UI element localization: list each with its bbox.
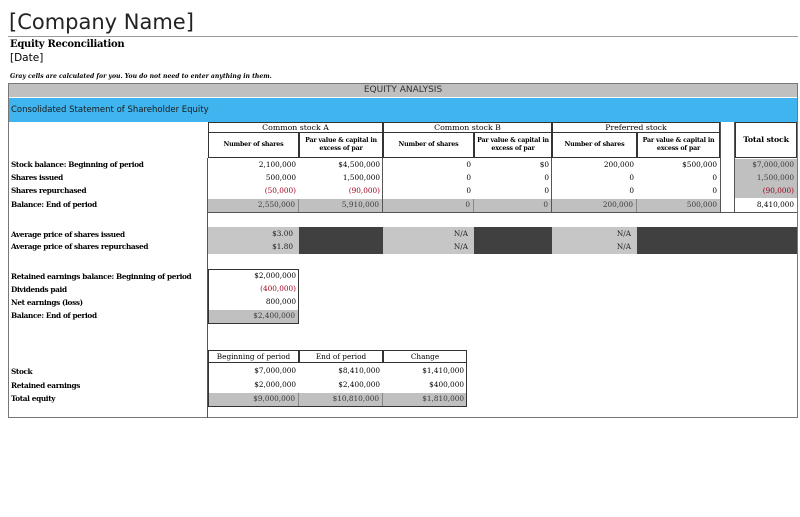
cell-calculated: $2,400,000 [209,310,298,323]
grid-line [207,158,208,418]
gray-cells-note: Gray cells are calculated for you. You do not need to enter anything in them. [10,73,272,80]
row-label-avg-price-repurchased: Average price of shares repurchased [11,242,149,251]
cell-value[interactable]: $500,000 [682,160,717,169]
cell-avg-price: $3.00 [272,229,293,238]
column-header: Number of shares [552,132,637,158]
cell-value[interactable]: 0 [629,186,634,195]
group-header-preferred: Preferred stock [552,122,720,133]
cell-calculated: 5,910,000 [299,199,383,212]
cell-value[interactable]: $4,500,000 [338,160,380,169]
row-label-retained-earnings: Retained earnings [11,381,81,390]
cell-value[interactable]: 200,000 [603,160,634,169]
summary-header: Change [383,350,467,363]
row-label-stock: Stock [11,367,33,376]
dark-block [474,227,552,254]
cell-value[interactable]: 800,000 [265,297,296,306]
equity-analysis-sheet [8,83,798,418]
cell-avg-price: N/A [453,229,468,238]
cell-value[interactable]: 0 [712,173,717,182]
column-header: Number of shares [383,132,474,158]
row-label-retained-end: Balance: End of period [11,311,97,320]
cell-total: 1,500,000 [735,172,797,185]
cell-calculated: 500,000 [686,200,717,209]
cell-calculated: 200,000 [552,199,637,212]
grid-line [720,122,721,213]
row-label-shares-repurchased: Shares repurchased [11,186,87,195]
row-label-retained-begin: Retained earnings balance: Beginning of period [11,272,192,281]
row-label-shares-issued: Shares issued [11,173,63,182]
cell-avg-price: N/A [453,242,468,251]
cell-avg-price: $1.80 [272,242,293,251]
column-header: Par value & capital in excess of par [474,132,552,158]
cell-calculated: 2,550,000 [208,199,299,212]
cell-summary: $1,410,000 [422,366,464,375]
report-date: [Date] [10,52,44,64]
grid-line [207,212,797,213]
cell-value[interactable]: $2,000,000 [254,271,296,280]
cell-value[interactable]: 0 [466,160,471,169]
cell-summary: $2,000,000 [254,380,296,389]
cell-value[interactable]: 2,100,000 [258,160,296,169]
column-header-total-stock: Total stock [735,122,797,158]
cell-total: $7,000,000 [735,159,797,172]
cell-calculated: $1,810,000 [422,394,464,403]
cell-avg-price: N/A [616,229,631,238]
row-label-dividends: Dividends paid [11,285,67,294]
row-label-avg-price-issued: Average price of shares issued [11,230,125,239]
summary-header: End of period [299,350,383,363]
cell-calculated: 0 [383,199,474,212]
section-header: Consolidated Statement of Shareholder Equity [9,98,797,122]
cell-avg-price: N/A [616,242,631,251]
cell-calculated: $9,000,000 [208,393,299,406]
column-header: Par value & capital in excess of par [299,132,383,158]
cell-calculated: $10,810,000 [299,393,383,406]
company-name: [Company Name] [9,10,194,34]
cell-total: (90,000) [735,185,797,198]
cell-total: 8,410,000 [756,200,794,209]
cell-value[interactable]: $0 [539,160,549,169]
cell-value[interactable]: 0 [466,186,471,195]
column-header: Number of shares [208,132,299,158]
grid-line [551,158,552,213]
cell-value[interactable]: 0 [466,173,471,182]
cell-summary: $2,400,000 [338,380,380,389]
row-label-total-equity: Total equity [11,394,56,403]
row-label-balance-end: Balance: End of period [11,200,97,209]
cell-value[interactable]: 0 [544,186,549,195]
row-label-net-earnings: Net earnings (loss) [11,298,83,307]
group-header-common-a: Common stock A [208,122,383,133]
equity-analysis-band: EQUITY ANALYSIS [9,84,797,97]
row-label-stock-balance-begin: Stock balance: Beginning of period [11,160,144,169]
summary-header: Beginning of period [208,350,299,363]
title-divider [8,36,798,37]
column-header: Par value & capital in excess of par [637,132,720,158]
cell-calculated: 0 [474,199,552,212]
cell-value[interactable]: (50,000) [264,186,296,195]
cell-value[interactable]: (400,000) [260,284,296,293]
group-header-common-b: Common stock B [383,122,552,133]
cell-value[interactable]: 0 [712,186,717,195]
cell-value[interactable]: 500,000 [265,173,296,182]
dark-block [299,227,383,254]
cell-value[interactable]: 1,500,000 [342,173,380,182]
cell-value[interactable]: (90,000) [348,186,380,195]
grid-line [382,158,383,213]
dark-block [637,227,797,254]
grid-line [734,122,735,213]
cell-value[interactable]: 0 [544,173,549,182]
report-title: Equity Reconciliation [10,39,125,50]
cell-summary: $8,410,000 [338,366,380,375]
cell-summary: $7,000,000 [254,366,296,375]
cell-summary: $400,000 [429,380,464,389]
cell-value[interactable]: 0 [629,173,634,182]
